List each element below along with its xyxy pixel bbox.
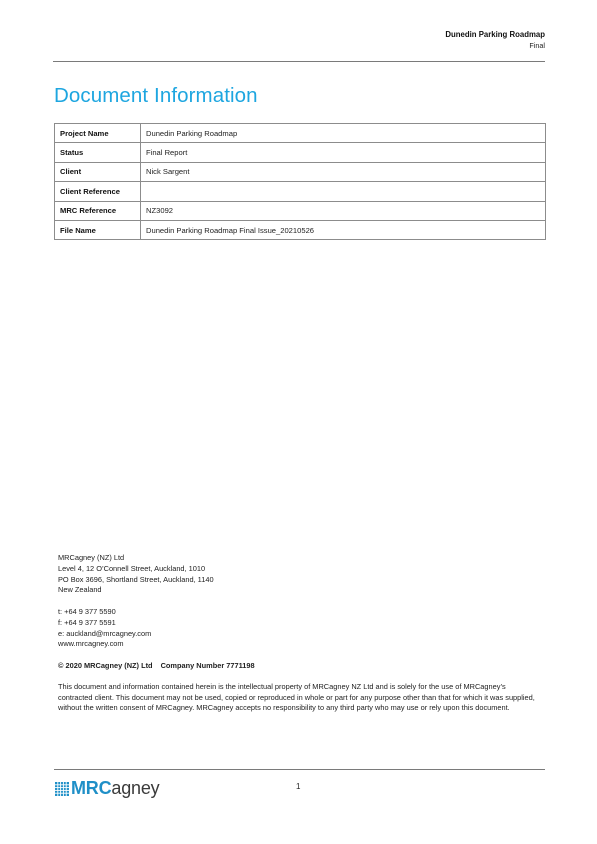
logo-wordmark-rest: agney bbox=[111, 778, 160, 798]
table-row bbox=[55, 162, 546, 181]
fax-number: f: +64 9 377 5591 bbox=[58, 617, 116, 627]
copyright-line bbox=[58, 661, 538, 672]
address-country: New Zealand bbox=[58, 585, 102, 595]
address-line: PO Box 3696, Shortland Street, Auckland, 1140 bbox=[58, 574, 214, 584]
row-value: Final Report bbox=[141, 143, 546, 162]
row-label: File Name bbox=[55, 220, 141, 239]
table-row bbox=[55, 220, 546, 239]
company-details bbox=[58, 553, 538, 714]
company-number: Company Number 7771198 bbox=[160, 660, 255, 670]
footer-divider bbox=[54, 769, 545, 770]
address-line: Level 4, 12 O’Connell Street, Auckland, 1010 bbox=[58, 563, 206, 573]
logo-wordmark bbox=[71, 778, 159, 799]
logo-wordmark-bold: MRC bbox=[71, 778, 112, 798]
row-value: Dunedin Parking Roadmap bbox=[141, 124, 546, 143]
page-header bbox=[445, 29, 545, 51]
header-document-status: Final bbox=[529, 41, 545, 50]
page-title: Document Information bbox=[54, 84, 258, 107]
row-label: Status bbox=[55, 143, 141, 162]
spacer bbox=[58, 650, 538, 661]
row-label: MRC Reference bbox=[55, 201, 141, 220]
email-address: e: auckland@mrcagney.com bbox=[58, 628, 152, 638]
header-divider bbox=[53, 61, 545, 62]
logo-mark-icon bbox=[55, 782, 69, 796]
row-value: NZ3092 bbox=[141, 201, 546, 220]
row-value bbox=[141, 182, 546, 201]
company-name: MRCagney (NZ) Ltd bbox=[58, 553, 125, 562]
row-label: Client bbox=[55, 162, 141, 181]
table-row bbox=[55, 182, 546, 201]
row-label: Project Name bbox=[55, 124, 141, 143]
row-value: Nick Sargent bbox=[141, 162, 546, 181]
page-number: 1 bbox=[296, 782, 301, 791]
row-value: Dunedin Parking Roadmap Final Issue_20210526 bbox=[141, 220, 546, 239]
table-row bbox=[55, 124, 546, 143]
website-link[interactable]: www.mrcagney.com bbox=[58, 639, 124, 649]
phone-number: t: +64 9 377 5590 bbox=[58, 606, 116, 616]
spacer bbox=[58, 596, 538, 607]
mrcagney-logo bbox=[55, 778, 159, 799]
table-row bbox=[55, 143, 546, 162]
copyright-text: © 2020 MRCagney (NZ) Ltd bbox=[58, 660, 153, 670]
document-info-table bbox=[54, 123, 546, 240]
disclaimer-text: This document and information contained herein is the intellectual property of MRCagney NZ Ltd and is solely for the use of MRCagney’s contracted client. This document may not be used, copied or reproduced in whole or part for any purpose other than that for which it was supplied, without the written consent of MRCagney. MRCagney accepts no responsibility to any third party who may use or rely upon this document. bbox=[58, 681, 535, 713]
header-document-title: Dunedin Parking Roadmap bbox=[445, 30, 545, 39]
table-row bbox=[55, 201, 546, 220]
row-label: Client Reference bbox=[55, 182, 141, 201]
